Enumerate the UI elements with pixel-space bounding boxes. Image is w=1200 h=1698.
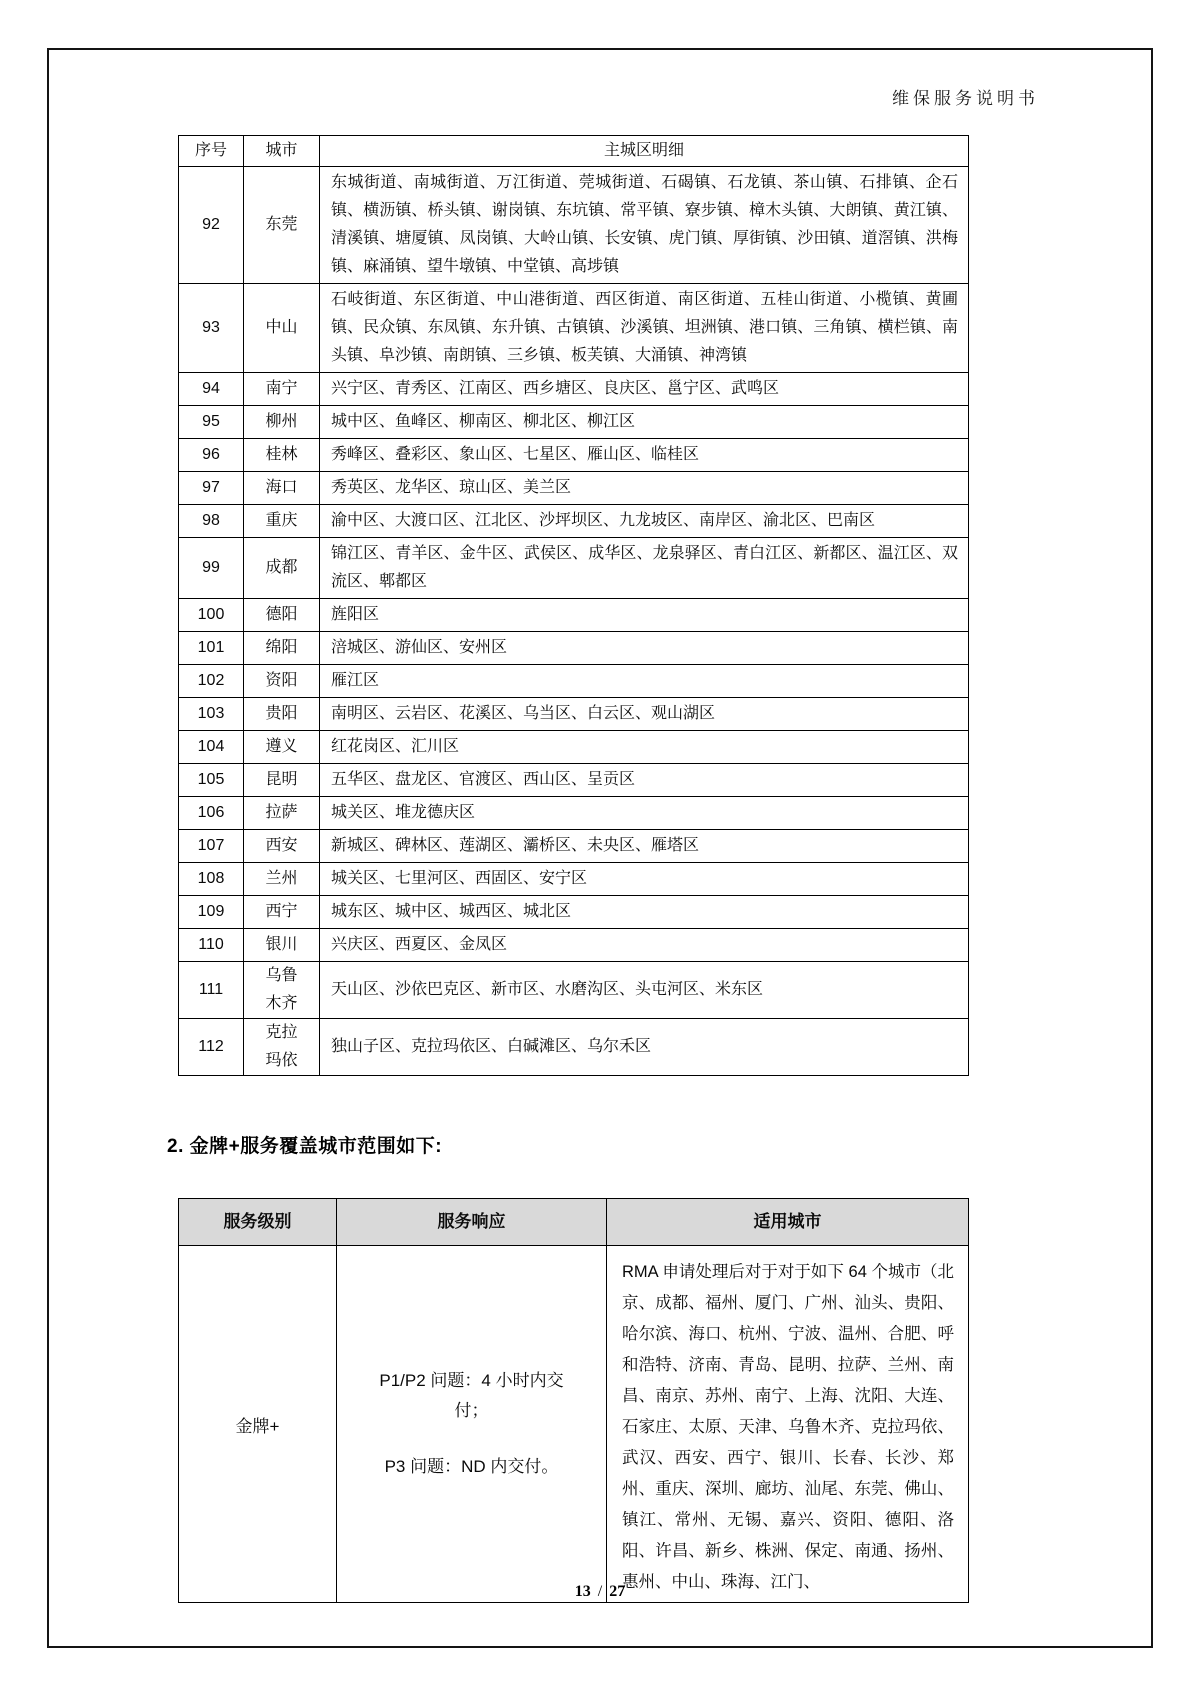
- row-number-cell: 112: [179, 1019, 244, 1076]
- districts-cell: 新城区、碑林区、莲湖区、灞桥区、未央区、雁塔区: [320, 830, 969, 863]
- row-number-cell: 93: [179, 284, 244, 373]
- city-cell: 柳州: [244, 406, 320, 439]
- row-number-cell: 106: [179, 797, 244, 830]
- districts-cell: 秀峰区、叠彩区、象山区、七星区、雁山区、临桂区: [320, 439, 969, 472]
- row-number-cell: 108: [179, 863, 244, 896]
- table-row: [179, 1019, 969, 1076]
- table-row: [179, 406, 969, 439]
- column-header-number: 序号: [179, 136, 244, 167]
- districts-cell: 红花岗区、汇川区: [320, 731, 969, 764]
- districts-cell: 雁江区: [320, 665, 969, 698]
- row-number-cell: 103: [179, 698, 244, 731]
- city-cell: 桂林: [244, 439, 320, 472]
- city-coverage-table: [178, 135, 969, 1076]
- districts-cell: 城关区、七里河区、西固区、安宁区: [320, 863, 969, 896]
- city-cell: 重庆: [244, 505, 320, 538]
- districts-cell: 天山区、沙依巴克区、新市区、水磨沟区、头屯河区、米东区: [320, 962, 969, 1019]
- city-cell: 贵阳: [244, 698, 320, 731]
- districts-cell: 城关区、堆龙德庆区: [320, 797, 969, 830]
- city-cell: 成都: [244, 538, 320, 599]
- table-row: [179, 538, 969, 599]
- service-level-cell: 金牌+: [179, 1246, 337, 1603]
- row-number-cell: 102: [179, 665, 244, 698]
- column-header-city: 城市: [244, 136, 320, 167]
- row-number-cell: 97: [179, 472, 244, 505]
- column-header-service-level: 服务级别: [179, 1199, 337, 1246]
- city-cell: 绵阳: [244, 632, 320, 665]
- districts-cell: 石岐街道、东区街道、中山港街道、西区街道、南区街道、五桂山街道、小榄镇、黄圃镇、民众镇、东凤镇、东升镇、古镇镇、沙溪镇、坦洲镇、港口镇、三角镇、横栏镇、南头镇、阜沙镇、南朗镇、三乡镇、板芙镇、大涌镇、神湾镇: [320, 284, 969, 373]
- districts-cell: 五华区、盘龙区、官渡区、西山区、呈贡区: [320, 764, 969, 797]
- districts-cell: 城中区、鱼峰区、柳南区、柳北区、柳江区: [320, 406, 969, 439]
- row-number-cell: 107: [179, 830, 244, 863]
- row-number-cell: 98: [179, 505, 244, 538]
- table-row: [179, 698, 969, 731]
- districts-cell: 渝中区、大渡口区、江北区、沙坪坝区、九龙坡区、南岸区、渝北区、巴南区: [320, 505, 969, 538]
- city-cell: 银川: [244, 929, 320, 962]
- districts-cell: 城东区、城中区、城西区、城北区: [320, 896, 969, 929]
- page-number-current: 13: [574, 1583, 591, 1600]
- table-row: [179, 896, 969, 929]
- row-number-cell: 99: [179, 538, 244, 599]
- row-number-cell: 96: [179, 439, 244, 472]
- column-header-applicable-cities: 适用城市: [607, 1199, 969, 1246]
- table-row: [179, 167, 969, 284]
- applicable-cities-cell: RMA 申请处理后对于对于如下 64 个城市（北京、成都、福州、厦门、广州、汕头、贵阳、哈尔滨、海口、杭州、宁波、温州、合肥、呼和浩特、济南、青岛、昆明、拉萨、兰州、南昌、南京、苏州、南宁、上海、沈阳、大连、石家庄、太原、天津、乌鲁木齐、克拉玛依、武汉、西安、西宁、银川、长春、长沙、郑州、重庆、深圳、廊坊、汕尾、东莞、佛山、镇江、常州、无锡、嘉兴、资阳、德阳、洛阳、许昌、新乡、株洲、保定、南通、扬州、惠州、中山、珠海、江门、: [607, 1246, 969, 1603]
- city-cell: 兰州: [244, 863, 320, 896]
- table-row: [179, 797, 969, 830]
- city-cell: 德阳: [244, 599, 320, 632]
- city-cell: 东莞: [244, 167, 320, 284]
- table-row: [179, 439, 969, 472]
- table-row: [179, 665, 969, 698]
- page-number-total: 27: [609, 1583, 626, 1600]
- city-cell: 中山: [244, 284, 320, 373]
- table-row: [179, 472, 969, 505]
- column-header-service-response: 服务响应: [337, 1199, 607, 1246]
- row-number-cell: 109: [179, 896, 244, 929]
- table-row: [179, 373, 969, 406]
- row-number-cell: 110: [179, 929, 244, 962]
- response-line-p3: P3 问题：ND 内交付。: [384, 1457, 559, 1476]
- city-cell: 昆明: [244, 764, 320, 797]
- table-row: [179, 962, 969, 1019]
- table-row: [179, 599, 969, 632]
- section-heading: 2. 金牌+服务覆盖城市范围如下:: [167, 1136, 443, 1157]
- row-number-cell: 94: [179, 373, 244, 406]
- districts-cell: 南明区、云岩区、花溪区、乌当区、白云区、观山湖区: [320, 698, 969, 731]
- table-row: [179, 284, 969, 373]
- districts-cell: 兴庆区、西夏区、金凤区: [320, 929, 969, 962]
- table-row: [179, 929, 969, 962]
- response-line-p1-p2: P1/P2 问题：4 小时内交付；: [379, 1371, 564, 1420]
- row-number-cell: 105: [179, 764, 244, 797]
- table-row: [179, 830, 969, 863]
- document-header-title: 维保服务说明书: [892, 89, 1039, 108]
- city-cell: 遵义: [244, 731, 320, 764]
- districts-cell: 东城街道、南城街道、万江街道、莞城街道、石碣镇、石龙镇、茶山镇、石排镇、企石镇、横沥镇、桥头镇、谢岗镇、东坑镇、常平镇、寮步镇、樟木头镇、大朗镇、黄江镇、清溪镇、塘厦镇、凤岗镇、大岭山镇、长安镇、虎门镇、厚街镇、沙田镇、道滘镇、洪梅镇、麻涌镇、望牛墩镇、中堂镇、高埗镇: [320, 167, 969, 284]
- districts-cell: 涪城区、游仙区、安州区: [320, 632, 969, 665]
- districts-cell: 秀英区、龙华区、琼山区、美兰区: [320, 472, 969, 505]
- row-number-cell: 111: [179, 962, 244, 1019]
- table-row: [179, 1246, 969, 1603]
- row-number-cell: 100: [179, 599, 244, 632]
- city-cell: 克拉玛依: [244, 1019, 320, 1076]
- city-cell: 拉萨: [244, 797, 320, 830]
- column-header-districts: 主城区明细: [320, 136, 969, 167]
- row-number-cell: 104: [179, 731, 244, 764]
- page-number-separator: /: [597, 1583, 603, 1600]
- districts-cell: 独山子区、克拉玛依区、白碱滩区、乌尔禾区: [320, 1019, 969, 1076]
- table-row: [179, 505, 969, 538]
- table-row: [179, 632, 969, 665]
- row-number-cell: 92: [179, 167, 244, 284]
- row-number-cell: 101: [179, 632, 244, 665]
- table-row: [179, 764, 969, 797]
- gold-plus-service-table: [178, 1198, 969, 1603]
- table-row: [179, 863, 969, 896]
- city-cell: 西安: [244, 830, 320, 863]
- page-number: [0, 1583, 1200, 1601]
- districts-cell: 锦江区、青羊区、金牛区、武侯区、成华区、龙泉驿区、青白江区、新都区、温江区、双流区、郫都区: [320, 538, 969, 599]
- city-cell: 西宁: [244, 896, 320, 929]
- table-header-row: [179, 136, 969, 167]
- city-cell: 乌鲁木齐: [244, 962, 320, 1019]
- table-header-row: [179, 1199, 969, 1246]
- row-number-cell: 95: [179, 406, 244, 439]
- city-cell: 资阳: [244, 665, 320, 698]
- city-cell: 海口: [244, 472, 320, 505]
- city-cell: 南宁: [244, 373, 320, 406]
- table-row: [179, 731, 969, 764]
- districts-cell: 旌阳区: [320, 599, 969, 632]
- service-response-cell: [337, 1246, 607, 1603]
- districts-cell: 兴宁区、青秀区、江南区、西乡塘区、良庆区、邕宁区、武鸣区: [320, 373, 969, 406]
